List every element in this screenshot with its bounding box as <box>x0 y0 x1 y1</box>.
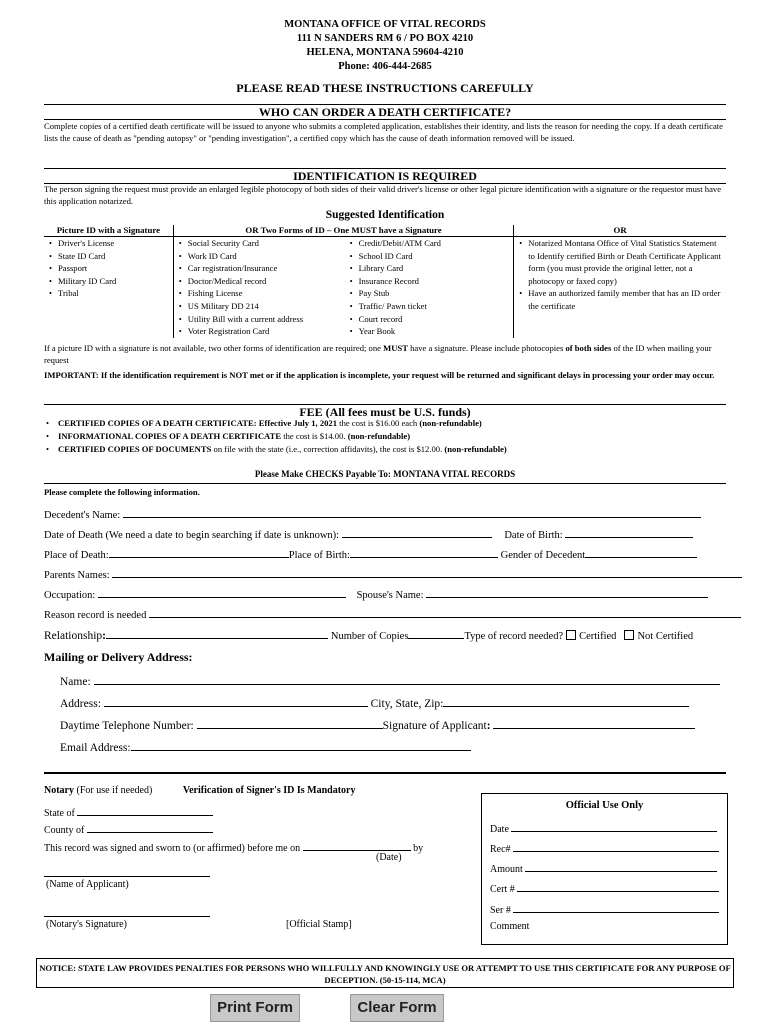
official-comment-label: Comment <box>490 921 530 932</box>
city-state-zip-label: City, State, Zip: <box>370 698 444 710</box>
gender-label: Gender of Decedent <box>500 550 586 561</box>
two-forms-a-item-5: • Fishing License <box>176 287 343 300</box>
signature-label: Signature of Applicant <box>382 720 487 732</box>
notary-county-field[interactable] <box>87 820 213 833</box>
phone-row: Daytime Telephone Number: Signature of Applicant: <box>60 716 695 733</box>
mailing-name-label: Name: <box>60 676 91 688</box>
phone-field[interactable] <box>197 716 383 729</box>
notary-signature-line[interactable] <box>44 916 210 917</box>
picture-id-item-1: • Driver's License <box>46 237 171 250</box>
official-ser-row <box>490 900 719 918</box>
fee-item-documents <box>44 443 734 456</box>
fee-item-informational-text: the cost is $14.00. <box>281 431 348 441</box>
suggested-identification-title: Suggested Identification <box>325 209 445 221</box>
office-name: MONTANA OFFICE OF VITAL RECORDS <box>284 19 486 30</box>
legal-notice: NOTICE: STATE LAW PROVIDES PENALTIES FOR PERSONS WHO WILLFULLY AND KNOWINGLY USE OR ATTEMPT TO USE THIS CERTIFICATE FOR ANY PURPOSE OF DECEPTION. (50-15-114, MCA) <box>36 958 734 988</box>
notary-signature-label: (Notary's Signature) <box>46 919 127 930</box>
official-amount-label: Amount <box>490 864 523 875</box>
instructions-heading: PLEASE READ THESE INSTRUCTIONS CAREFULLY <box>236 81 534 95</box>
certified-checkbox[interactable] <box>566 630 576 640</box>
two-forms-b-item-2: • School ID Card <box>347 250 512 263</box>
notary-date-label: (Date) <box>376 852 402 863</box>
notary-state-county <box>44 803 213 837</box>
col-two-forms-header: OR Two Forms of ID – One MUST have a Signature <box>173 225 514 237</box>
mailing-address-row <box>60 694 689 711</box>
two-forms-b-item-7: • Court record <box>347 313 512 326</box>
date-of-birth-field[interactable] <box>565 525 693 538</box>
official-cert-row <box>490 879 719 897</box>
divider-1 <box>44 483 726 484</box>
official-date-row <box>490 819 717 837</box>
two-forms-b-item-6: • Traffic/ Pawn ticket <box>347 300 512 313</box>
official-amount-row <box>490 859 717 877</box>
notary-use: (For use if needed) <box>74 785 153 796</box>
office-header <box>0 18 770 74</box>
two-forms-list-a <box>176 237 343 338</box>
col-or-header: OR <box>514 225 726 237</box>
notary-county-label: County of <box>44 825 85 836</box>
important-note <box>44 370 726 382</box>
place-of-death-field[interactable] <box>109 545 289 558</box>
col-picture-id-header: Picture ID with a Signature <box>44 225 173 237</box>
id-note-must: MUST <box>383 343 408 353</box>
two-forms-a-item-6: • US Military DD 214 <box>176 300 343 313</box>
official-date-label: Date <box>490 824 509 835</box>
print-form-button[interactable]: Print Form <box>210 994 300 1022</box>
who-can-order-title: WHO CAN ORDER A DEATH CERTIFICATE? <box>44 104 726 120</box>
fee-item-documents-text: on file with the state (i.e., correction affidavits), the cost is $12.00. <box>211 444 445 454</box>
picture-id-item-4: • Military ID Card <box>46 275 171 288</box>
notary-state-label: State of <box>44 808 75 819</box>
two-forms-b-item-8: • Year Book <box>347 325 512 338</box>
applicant-name-line[interactable] <box>44 876 210 877</box>
id-note-text-b: have a signature. Please include photocopies <box>407 343 566 353</box>
id-note <box>44 343 726 366</box>
parents-row <box>44 565 742 583</box>
two-forms-a-item-7: • Utility Bill with a current address <box>176 313 343 326</box>
decedent-name-field[interactable] <box>123 505 701 518</box>
email-label: Email Address: <box>60 742 131 754</box>
notary-heading <box>44 784 356 798</box>
identification-text: The person signing the request must provide an enlarged legible photocopy of both sides of their valid driver's license or other legal picture identification with a signature or the requestor must have this application notarized. <box>44 184 722 206</box>
spouse-label: Spouse's Name: <box>356 590 424 601</box>
place-of-birth-field[interactable] <box>350 545 498 558</box>
important-label: IMPORTANT <box>44 370 96 380</box>
id-note-both-sides: of both sides <box>565 343 612 353</box>
two-forms-b-item-4: • Insurance Record <box>347 275 512 288</box>
place-of-birth-label: Place of Birth: <box>288 550 350 561</box>
fee-item-informational <box>44 430 734 443</box>
date-of-death-field[interactable] <box>342 525 492 538</box>
clear-form-button[interactable]: Clear Form <box>350 994 444 1022</box>
number-of-copies-field[interactable] <box>408 626 464 639</box>
two-forms-b-item-3: • Library Card <box>347 262 512 275</box>
alternative-id-list <box>516 237 724 313</box>
fee-item-documents-label: CERTIFIED COPIES OF DOCUMENTS <box>58 444 212 454</box>
mailing-name-row <box>60 672 720 689</box>
reason-label: Reason record is needed <box>44 610 147 621</box>
official-comment-row <box>490 920 529 934</box>
official-use-title: Official Use Only <box>565 800 644 811</box>
official-rec-field[interactable] <box>513 839 719 852</box>
parents-field[interactable] <box>112 565 742 578</box>
form-intro: Please complete the following information. <box>44 487 200 497</box>
not-certified-checkbox[interactable] <box>624 630 634 640</box>
picture-id-item-2: • State ID Card <box>46 250 171 263</box>
divider-2 <box>44 772 726 774</box>
notary-date-field[interactable] <box>303 838 411 851</box>
official-amount-field[interactable] <box>525 859 717 872</box>
official-ser-label: Ser # <box>490 905 511 916</box>
identification-title: IDENTIFICATION IS REQUIRED <box>44 168 726 184</box>
official-date-field[interactable] <box>511 819 717 832</box>
occupation-field[interactable] <box>98 585 346 598</box>
applicant-name-label: (Name of Applicant) <box>46 879 129 890</box>
relationship-label: Relationship <box>44 630 103 642</box>
fee-item-certified <box>44 417 734 430</box>
notary-state-field[interactable] <box>77 803 213 816</box>
number-of-copies-label: Number of Copies <box>330 631 409 642</box>
relationship-field[interactable] <box>106 626 328 639</box>
two-forms-list-b <box>347 237 512 338</box>
email-row <box>60 738 471 755</box>
relationship-row: Relationship: Number of Copies Type of record needed? Certified Not Certified <box>44 626 693 644</box>
checks-payable: Please Make CHECKS Payable To: MONTANA VITAL RECORDS <box>254 469 516 479</box>
identification-table <box>44 225 726 338</box>
fee-list <box>44 417 734 456</box>
notary-sworn-text: This record was signed and sworn to (or affirmed) before me on <box>44 843 301 854</box>
date-of-death-label: Date of Death (We need a date to begin searching if date is unknown): <box>44 530 340 541</box>
not-certified-label: Not Certified <box>637 631 694 642</box>
mailing-address-label: Address: <box>60 698 101 710</box>
official-rec-row <box>490 839 719 857</box>
mailing-title: Mailing or Delivery Address: <box>44 650 193 664</box>
mailing-name-field[interactable] <box>94 672 720 685</box>
alternative-id-item-2: • Have an authorized family member that has an ID order the certificate <box>516 287 724 312</box>
official-cert-label: Cert # <box>490 884 515 895</box>
notary-verification: Verification of Signer's ID Is Mandatory <box>182 785 356 796</box>
official-ser-field[interactable] <box>513 900 719 913</box>
important-text: : If the identification requirement is NOT met or if the application is incomplete, your request will be returned and significant delays in processing your order may occur. <box>95 370 715 380</box>
fee-title: FEE (All fees must be U.S. funds) <box>44 404 726 419</box>
fee-item-certified-note: (non-refundable) <box>419 418 482 428</box>
two-forms-a-item-1: • Social Security Card <box>176 237 343 250</box>
fee-item-certified-text: the cost is $16.00 each <box>337 418 420 428</box>
office-address-2: HELENA, MONTANA 59604-4210 <box>306 47 464 58</box>
id-note-text-c: of the ID when mailing your request <box>44 343 712 365</box>
signature-field[interactable] <box>493 716 695 729</box>
place-row <box>44 545 697 563</box>
alternative-id-item-1: • Notarized Montana Office of Vital Statistics Statement to Identify certified Birth or Death Certificate Applicant form (you must provide the original letter, not a photocopy or faxed copy) <box>516 237 724 287</box>
picture-id-item-3: • Passport <box>46 262 171 275</box>
parents-label: Parents Names: <box>44 570 110 581</box>
mailing-address-field[interactable] <box>104 694 368 707</box>
two-forms-a-item-4: • Doctor/Medical record <box>176 275 343 288</box>
gender-field[interactable] <box>585 545 697 558</box>
two-forms-b-item-5: • Pay Stub <box>347 287 512 300</box>
fee-item-informational-label: INFORMATIONAL COPIES OF A DEATH CERTIFICATE <box>58 431 282 441</box>
notary-by-label: by <box>413 843 424 854</box>
official-rec-label: Rec# <box>490 844 511 855</box>
office-address-1: 111 N SANDERS RM 6 / PO BOX 4210 <box>296 33 474 44</box>
picture-id-list <box>46 237 171 300</box>
fee-item-informational-note: (non-refundable) <box>347 431 411 441</box>
phone-label: Daytime Telephone Number: <box>60 720 194 732</box>
two-forms-b-item-1: • Credit/Debit/ATM Card <box>347 237 512 250</box>
two-forms-a-item-2: • Work ID Card <box>176 250 343 263</box>
official-use-box <box>481 793 728 945</box>
record-type-label: Type of record needed? <box>464 631 564 642</box>
official-cert-field[interactable] <box>517 879 719 892</box>
reason-row <box>44 605 741 623</box>
official-stamp-label: [Official Stamp] <box>286 919 352 930</box>
place-of-death-label: Place of Death: <box>44 550 109 561</box>
fee-item-certified-label: CERTIFIED COPIES OF A DEATH CERTIFICATE: Effective July 1, 2021 <box>58 418 338 428</box>
date-of-birth-label: Date of Birth: <box>504 530 563 541</box>
city-state-zip-field[interactable] <box>443 694 689 707</box>
decedent-label: Decedent's Name: <box>44 510 121 521</box>
spouse-field[interactable] <box>426 585 708 598</box>
id-note-text-a: If a picture ID with a signature is not available, two other forms of identification are required; one <box>44 343 384 353</box>
two-forms-a-item-3: • Car registration/Insurance <box>176 262 343 275</box>
decedent-row <box>44 505 701 523</box>
email-field[interactable] <box>131 738 471 751</box>
notary-sworn-row <box>44 838 423 856</box>
two-forms-a-item-8: • Voter Registration Card <box>176 325 343 338</box>
office-phone: Phone: 406-444-2685 <box>338 61 432 72</box>
picture-id-item-5: • Tribal <box>46 287 171 300</box>
occupation-row <box>44 585 708 603</box>
occupation-label: Occupation: <box>44 590 96 601</box>
date-row <box>44 525 693 543</box>
fee-item-documents-note: (non-refundable) <box>444 444 507 454</box>
notary-label: Notary <box>44 785 74 796</box>
certified-label: Certified <box>579 631 617 642</box>
who-can-order-text: Complete copies of a certified death certificate will be issued to anyone who submits a completed application, establishes their identity, and lists the reason for needing the copy. If a death certificate lists the cause of death as "pending autopsy" or "pending investigation", a certified copy which has the cause of death information removed will be issued. <box>44 121 723 143</box>
reason-field[interactable] <box>149 605 741 618</box>
